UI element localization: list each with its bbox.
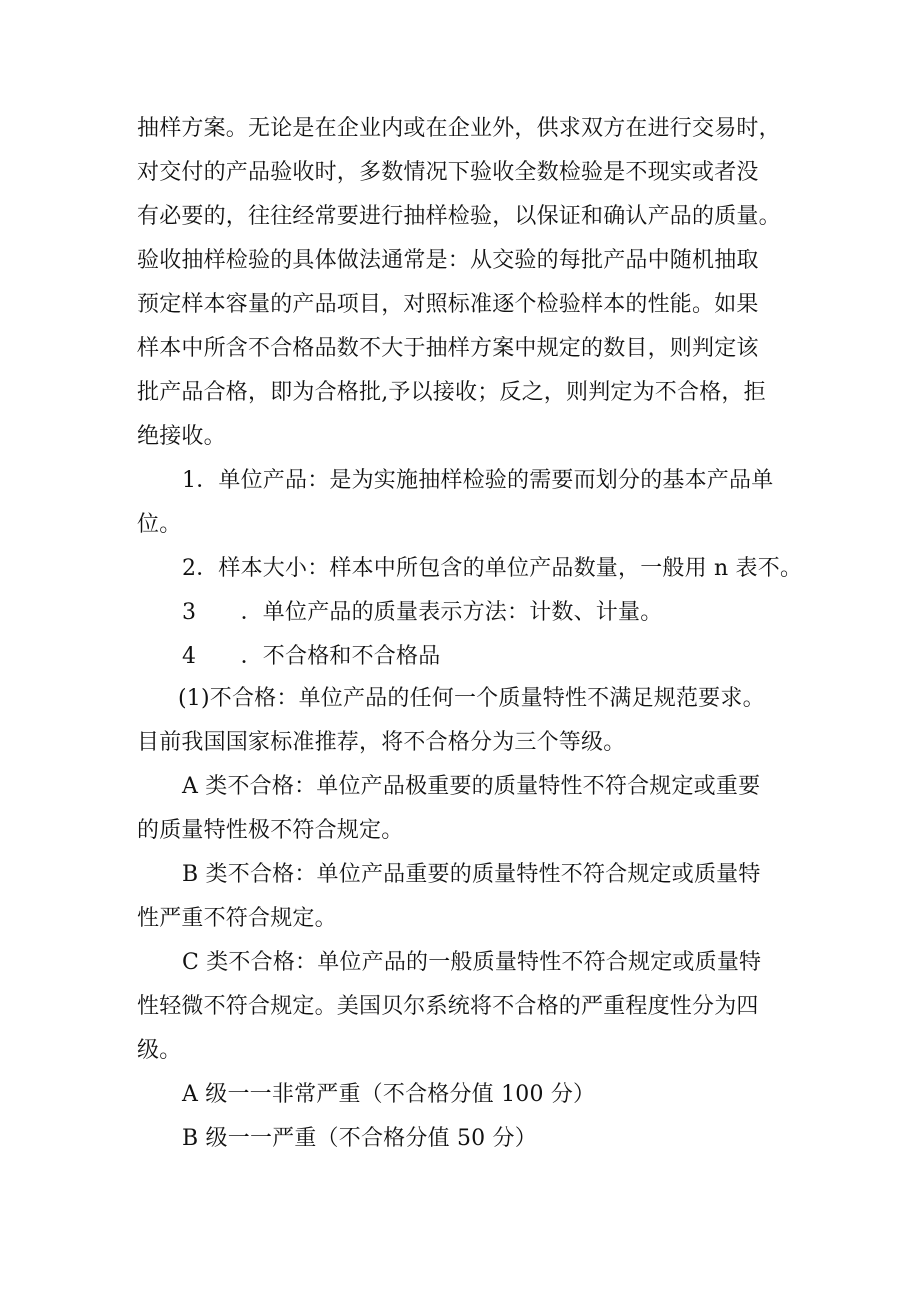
sub-item-continuation: 目前我国国家标准推荐，将不合格分为三个等级。 xyxy=(137,730,626,755)
paragraph-line: 有必要的，往往经常要进行抽样检验，以保证和确认产品的质量。 xyxy=(137,204,781,229)
paragraph-line: 抽样方案。无论是在企业内或在企业外，供求双方在进行交易时， xyxy=(137,116,781,141)
list-item-3: 3 ．单位产品的质量表示方法：计数、计量。 xyxy=(182,600,663,625)
paragraph-line: 样本中所含不合格品数不大于抽样方案中规定的数目，则判定该 xyxy=(137,336,759,361)
paragraph-line: 验收抽样检验的具体做法通常是：从交验的每批产品中随机抽取 xyxy=(137,248,759,273)
sub-item-nonconformity: (1)不合格：单位产品的任何一个质量特性不满足规范要求。 xyxy=(178,686,765,711)
class-c-item: C 类不合格：单位产品的一般质量特性不符合规定或质量特 xyxy=(182,950,762,975)
class-b-continuation: 性严重不符合规定。 xyxy=(137,906,337,931)
class-a-continuation: 的质量特性极不符合规定。 xyxy=(137,818,404,843)
class-a-item: A 类不合格：单位产品极重要的质量特性不符合规定或重要 xyxy=(182,774,761,799)
class-b-item: B 类不合格：单位产品重要的质量特性不符合规定或质量特 xyxy=(182,862,761,887)
class-c-continuation-end: 级。 xyxy=(137,1038,182,1063)
list-item-1-continuation: 位。 xyxy=(137,512,182,537)
grade-b-item: B 级一一严重（不合格分值 50 分） xyxy=(182,1126,537,1151)
list-item-2: 2．样本大小：样本中所包含的单位产品数量，一般用 n 表不。 xyxy=(182,556,803,581)
paragraph-line: 预定样本容量的产品项目，对照标准逐个检验样本的性能。如果 xyxy=(137,292,759,317)
paragraph-line: 批产品合格，即为合格批,予以接收；反之，则判定为不合格，拒 xyxy=(137,380,766,405)
grade-a-item: A 级一一非常严重（不合格分值 100 分） xyxy=(182,1082,596,1107)
paragraph-line: 绝接收。 xyxy=(137,424,226,449)
list-item-4: 4 ．不合格和不合格品 xyxy=(182,644,441,669)
list-item-1: 1．单位产品：是为实施抽样检验的需要而划分的基本产品单 xyxy=(182,468,774,493)
paragraph-line: 对交付的产品验收时，多数情况下验收全数检验是不现实或者没 xyxy=(137,160,759,185)
class-c-continuation: 性轻微不符合规定。美国贝尔系统将不合格的严重程度性分为四 xyxy=(137,994,759,1019)
